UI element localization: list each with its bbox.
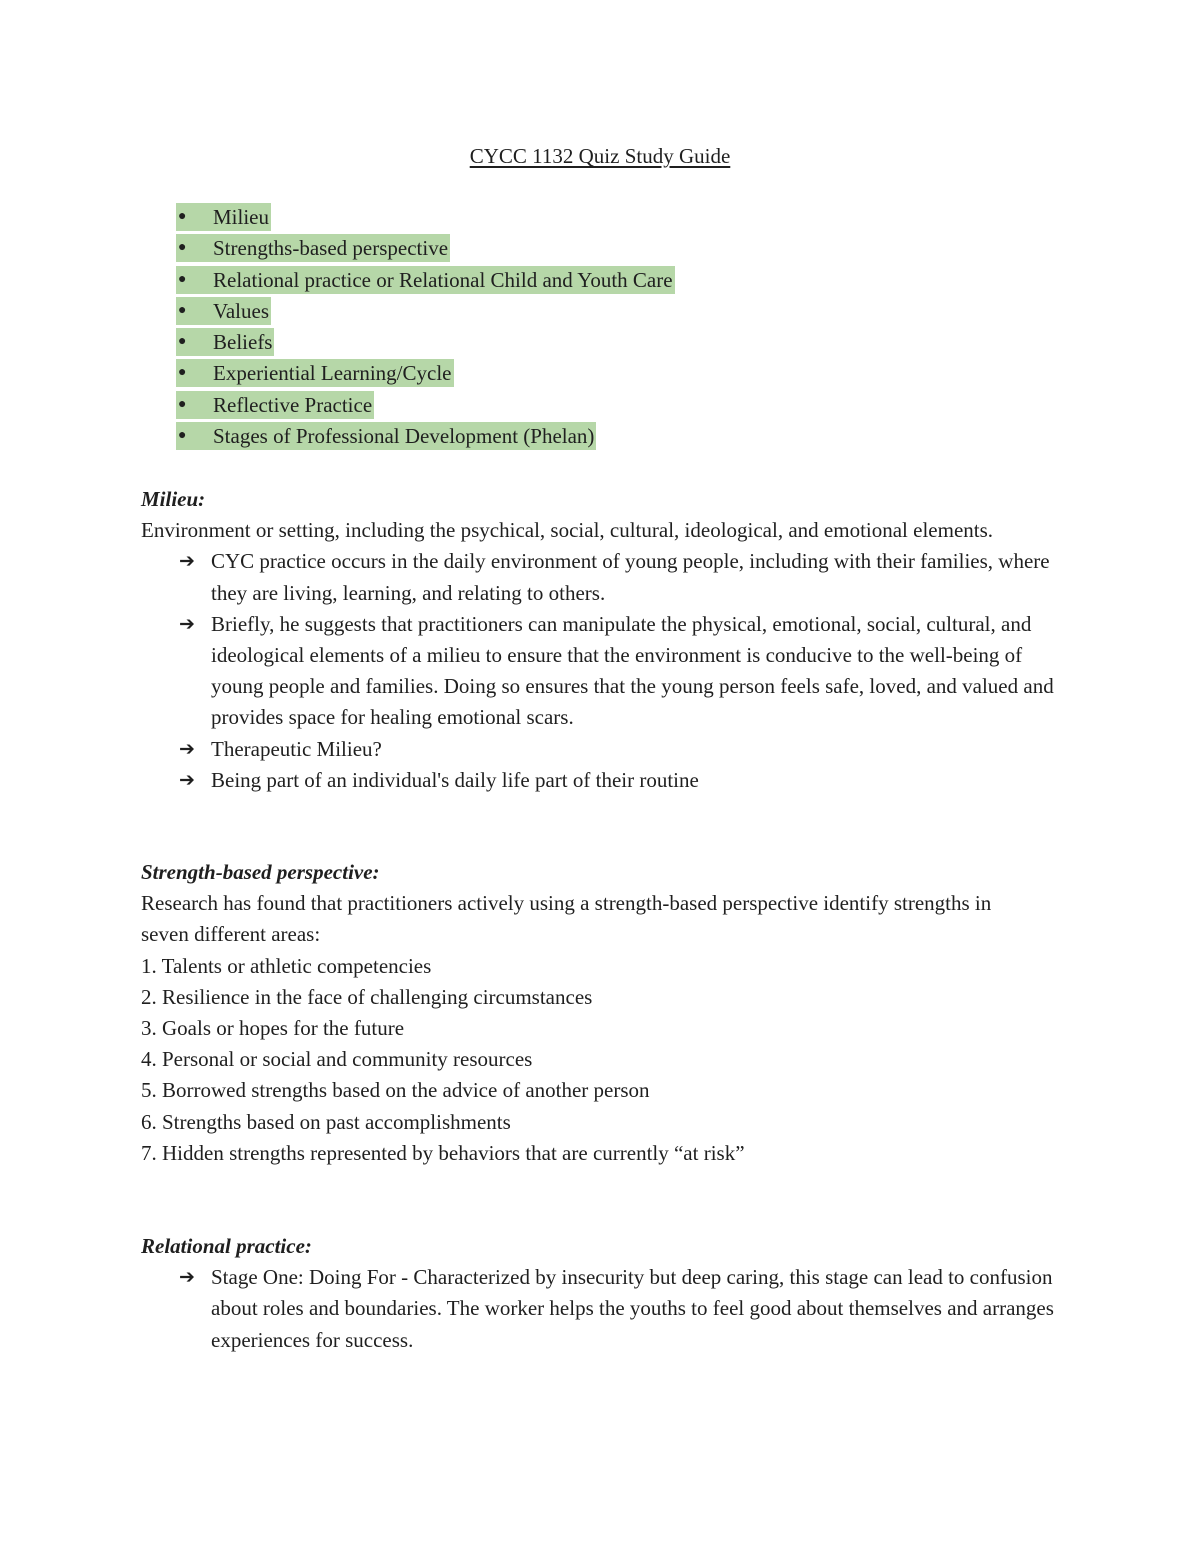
page-title: CYCC 1132 Quiz Study Guide [469, 144, 731, 168]
arrow-right-icon: ➔ [179, 1266, 195, 1289]
bullet-icon: ● [178, 334, 187, 350]
topic-label: Experiential Learning/Cycle [213, 361, 452, 386]
topic-item [176, 234, 675, 265]
numbered-list-item: 6. Strengths based on past accomplishments [141, 1109, 511, 1134]
bullet-icon: ● [178, 240, 187, 256]
arrow-list-item [141, 609, 1071, 734]
topic-item [176, 391, 675, 422]
strength-intro: Research has found that practitioners actively using a strength-based perspective identify strengths in seven different areas: [141, 891, 992, 947]
milieu-section [141, 484, 1071, 796]
topic-item [176, 203, 675, 234]
topic-highlight [176, 359, 454, 387]
topic-highlight [176, 203, 271, 231]
topic-label: Reflective Practice [213, 392, 373, 417]
bullet-icon: ● [178, 428, 187, 444]
topic-item [176, 328, 675, 359]
topic-item [176, 266, 675, 297]
topic-highlight [176, 266, 675, 294]
strength-section [141, 857, 1011, 1169]
topic-item [176, 359, 675, 390]
arrow-list-item [141, 1262, 1071, 1356]
topic-list [176, 203, 675, 453]
relational-points [141, 1262, 1071, 1356]
topic-highlight [176, 391, 374, 419]
topic-label: Strengths-based perspective [213, 236, 449, 261]
arrow-right-icon: ➔ [179, 737, 195, 760]
arrow-list-item [141, 546, 1071, 608]
relational-section [141, 1231, 1071, 1356]
bullet-icon: ● [178, 209, 187, 224]
topic-label: Values [213, 298, 269, 323]
bullet-icon: ● [178, 302, 187, 318]
topic-label: Stages of Professional Development (Phelan) [213, 424, 595, 449]
topic-label: Relational practice or Relational Child and Youth Care [213, 267, 673, 292]
arrow-item-text: Therapeutic Milieu? [211, 736, 382, 761]
numbered-list-item: 7. Hidden strengths represented by behaviors that are currently “at risk” [141, 1140, 745, 1165]
numbered-list-item: 4. Personal or social and community resources [141, 1047, 533, 1072]
arrow-right-icon: ➔ [179, 768, 195, 791]
topic-label: Milieu [213, 205, 269, 229]
relational-heading: Relational practice: [141, 1234, 312, 1258]
arrow-item-text: Stage One: Doing For - Characterized by insecurity but deep caring, this stage can lead to confusion about roles and boundaries. The worker helps the youths to feel good about themselves and arranges experiences for success. [211, 1265, 1054, 1352]
strength-heading: Strength-based perspective: [141, 860, 380, 884]
topic-highlight [176, 297, 271, 325]
topic-item [176, 422, 675, 453]
topic-item [176, 297, 675, 328]
topic-highlight [176, 422, 596, 450]
bullet-icon: ● [178, 271, 187, 287]
topic-label: Beliefs [213, 330, 273, 355]
bullet-icon: ● [178, 365, 187, 381]
arrow-item-text: CYC practice occurs in the daily environment of young people, including with their families, where they are living, learning, and relating to others. [211, 549, 1050, 605]
arrow-list-item [141, 734, 1071, 765]
topic-highlight [176, 234, 450, 262]
arrow-list-item [141, 765, 1071, 796]
strength-areas-list [141, 951, 1011, 1169]
numbered-list-item: 3. Goals or hopes for the future [141, 1016, 405, 1040]
milieu-points [141, 546, 1071, 796]
arrow-item-text: Briefly, he suggests that practitioners can manipulate the physical, emotional, social, cultural, and ideological elements of a milieu to ensure that the environment is conducive to the well-being of young people and families. Doing so ensures that the young person feels safe, loved, and valued and provides space for healing emotional scars. [211, 611, 1054, 730]
topic-highlight [176, 328, 274, 356]
numbered-list-item: 5. Borrowed strengths based on the advice of another person [141, 1078, 650, 1103]
bullet-icon: ● [178, 396, 187, 412]
milieu-heading: Milieu: [141, 487, 206, 511]
numbered-list-item: 2. Resilience in the face of challenging circumstances [141, 984, 593, 1009]
milieu-definition: Environment or setting, including the psychical, social, cultural, ideological, and emotional elements. [141, 518, 994, 543]
numbered-list-item: 1. Talents or athletic competencies [141, 953, 432, 978]
arrow-right-icon: ➔ [179, 550, 195, 573]
arrow-right-icon: ➔ [179, 612, 195, 635]
arrow-item-text: Being part of an individual's daily life part of their routine [211, 767, 699, 792]
